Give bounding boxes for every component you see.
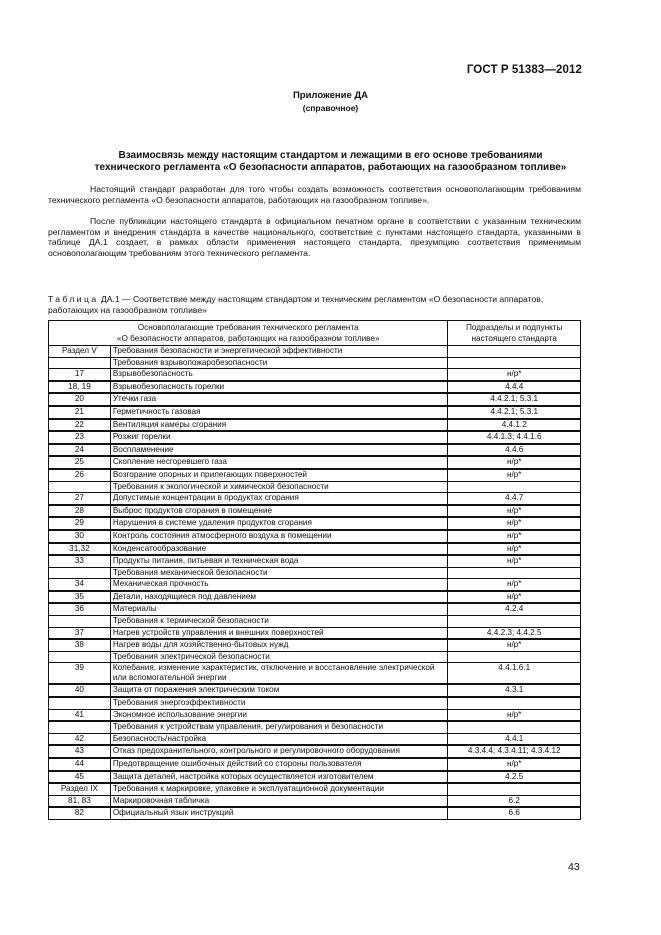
table-row — [49, 745, 581, 758]
table-row — [49, 369, 581, 381]
row-number-cell: 33 — [49, 555, 111, 567]
row-number-cell: Раздел V — [49, 346, 111, 358]
row-number-cell — [49, 567, 111, 579]
table-row — [49, 543, 581, 556]
row-requirement-cell: Розжиг горелки — [110, 431, 448, 444]
table-row — [49, 616, 581, 628]
row-clause-cell — [448, 357, 581, 369]
row-requirement-cell: Скопление несгоревшего газа — [110, 456, 448, 469]
table-row — [49, 709, 581, 721]
table-row — [49, 771, 581, 784]
table-row — [49, 684, 581, 697]
table-row — [49, 758, 581, 771]
row-number-cell: 28 — [49, 505, 111, 518]
row-number-cell — [49, 481, 111, 493]
paragraph-1: Настоящий стандарт разработан для того чтобы создать возможность соответствия основополагающим требованиям технического регламента «О безопасности аппаратов, работающих на газообразном топливе». — [48, 184, 581, 205]
table-row — [49, 530, 581, 543]
paragraph-2: После публикации настоящего стандарта в официальном печатном органе в соответствии с указанным техническим регламентом и внедрения стандарта в качестве национального, соответствие с пунктами настоящего стандарта, указанными в таблице ДА.1 создает, в рамках области применения настоящего стандарта, презумпцию соответствия применимым основополагающим требованиям этого технического регламента. — [48, 216, 581, 258]
row-number-cell: 30 — [49, 530, 111, 543]
table-row — [49, 795, 581, 807]
header-clauses — [448, 321, 581, 346]
header-clauses-line-1: Подразделы и подпункты — [466, 323, 563, 332]
row-requirement-cell: Нагрев воды для хозяйственно-бытовых нужд — [110, 639, 448, 651]
row-requirement-cell: Взрывобезопасность горелки — [110, 381, 448, 394]
row-requirement-cell: Колебания, изменение характеристик, отключение и восстановление электрической или вспомогательной энергии — [110, 663, 448, 685]
row-clause-cell — [448, 567, 581, 579]
table-row — [49, 517, 581, 530]
annex-subtitle: (справочное) — [302, 103, 359, 113]
row-clause-cell: н/р* — [448, 555, 581, 567]
row-clause-cell: н/р* — [448, 530, 581, 543]
row-clause-cell: н/р* — [448, 543, 581, 556]
table-row — [49, 469, 581, 481]
row-requirement-cell: Экономное использование энергии — [110, 709, 448, 721]
row-number-cell: 81, 83 — [49, 795, 111, 807]
row-number-cell: 18, 19 — [49, 381, 111, 394]
table-row — [49, 346, 581, 358]
row-number-cell: 42 — [49, 733, 111, 745]
row-clause-cell — [448, 616, 581, 628]
table-row — [49, 555, 581, 567]
row-clause-cell: н/р* — [448, 456, 581, 469]
row-requirement-cell: Требования к термической безопасности — [110, 616, 448, 628]
table-caption-text: ДА.1 — Соответствие между настоящим стандартом и техническим регламентом «О безопасности аппаратов, работающих на газообразном топливе» — [48, 294, 544, 315]
row-requirement-cell: Утечки газа — [110, 393, 448, 406]
table-row — [49, 567, 581, 579]
row-requirement-cell: Нарушения в системе удаления продуктов сгорания — [110, 517, 448, 530]
section-title-line-2: технического регламента «О безопасности аппаратов, работающих на газообразном топливе» — [94, 162, 567, 173]
row-clause-cell: н/р* — [448, 469, 581, 481]
table-row — [49, 381, 581, 394]
row-clause-cell: н/р* — [448, 517, 581, 530]
row-number-cell: 23 — [49, 431, 111, 444]
table-row — [49, 603, 581, 615]
row-clause-cell — [448, 697, 581, 709]
row-number-cell: 37 — [49, 627, 111, 639]
table-row — [49, 481, 581, 493]
row-clause-cell — [448, 346, 581, 358]
row-number-cell: 29 — [49, 517, 111, 530]
table-row — [49, 505, 581, 518]
row-number-cell: 17 — [49, 369, 111, 381]
row-clause-cell: н/р* — [448, 758, 581, 771]
row-clause-cell: н/р* — [448, 639, 581, 651]
row-clause-cell: 4.4.6 — [448, 444, 581, 457]
section-title-line-1: Взаимосвязь между настоящим стандартом и лежащими в его основе требованиями — [118, 150, 543, 161]
table-row — [49, 456, 581, 469]
row-requirement-cell: Взрывобезопасность — [110, 369, 448, 381]
row-requirement-cell: Требования взрывопожаробезопасности — [110, 357, 448, 369]
row-number-cell: 43 — [49, 745, 111, 758]
document-code: ГОСТ Р 51383—2012 — [466, 64, 582, 76]
row-clause-cell — [448, 783, 581, 795]
table-row — [49, 444, 581, 457]
row-requirement-cell: Требования энергоэффективности — [110, 697, 448, 709]
row-number-cell: 38 — [49, 639, 111, 651]
row-clause-cell: н/р* — [448, 591, 581, 604]
row-number-cell — [49, 721, 111, 733]
annex-heading — [0, 90, 661, 114]
row-clause-cell: н/р* — [448, 579, 581, 591]
table-row — [49, 393, 581, 406]
row-requirement-cell: Механическая прочность — [110, 579, 448, 591]
row-number-cell: 31,32 — [49, 543, 111, 556]
row-requirement-cell: Безопасность/настройка — [110, 733, 448, 745]
row-requirement-cell: Возгорание опорных и прилегающих поверхностей — [110, 469, 448, 481]
page-number: 43 — [568, 861, 580, 873]
row-number-cell: Раздел IX — [49, 783, 111, 795]
table-caption — [48, 294, 581, 315]
row-requirement-cell: Требования механической безопасности — [110, 567, 448, 579]
row-number-cell: 41 — [49, 709, 111, 721]
row-requirement-cell: Требования безопасности и энергетической эффективности — [110, 346, 448, 358]
row-requirement-cell: Конденсатообразование — [110, 543, 448, 556]
row-requirement-cell: Детали, находящиеся под давлением — [110, 591, 448, 604]
row-requirement-cell: Требования электрической безопасности — [110, 651, 448, 663]
row-requirement-cell: Продукты питания, питьевая и техническая вода — [110, 555, 448, 567]
row-requirement-cell: Защита деталей, настройка которых осуществляется изготовителем — [110, 771, 448, 784]
row-number-cell — [49, 357, 111, 369]
table-row — [49, 493, 581, 505]
row-number-cell: 44 — [49, 758, 111, 771]
table-row — [49, 783, 581, 795]
table-row — [49, 627, 581, 639]
row-clause-cell: 6.2 — [448, 795, 581, 807]
table-row — [49, 639, 581, 651]
row-clause-cell: 4.4.2.1; 5.3.1 — [448, 406, 581, 419]
row-clause-cell: 4.4.4 — [448, 381, 581, 394]
row-number-cell — [49, 651, 111, 663]
row-number-cell: 21 — [49, 406, 111, 419]
row-clause-cell: 6.6 — [448, 807, 581, 819]
table-body — [49, 346, 581, 820]
header-requirements — [49, 321, 448, 346]
row-requirement-cell: Защита от поражения электрическим током — [110, 684, 448, 697]
row-requirement-cell: Требования к экологической и химической безопасности — [110, 481, 448, 493]
row-requirement-cell: Выброс продуктов сгорания в помещение — [110, 505, 448, 518]
row-requirement-cell: Герметичность газовая — [110, 406, 448, 419]
table-row — [49, 807, 581, 819]
header-clauses-line-2: настоящего стандарта — [471, 334, 557, 343]
table-row — [49, 431, 581, 444]
row-clause-cell: 4.4.2.1; 5.3.1 — [448, 393, 581, 406]
row-clause-cell: 4.2.4 — [448, 603, 581, 615]
header-requirements-line-1: Основополагающие требования технического регламента — [137, 323, 359, 332]
row-clause-cell: 4.4.1 — [448, 733, 581, 745]
row-requirement-cell: Предотвращение ошибочных действий со стороны пользователя — [110, 758, 448, 771]
table-row — [49, 591, 581, 604]
row-requirement-cell: Официальный язык инструкций — [110, 807, 448, 819]
row-number-cell: 35 — [49, 591, 111, 604]
row-clause-cell — [448, 481, 581, 493]
row-clause-cell: 4.2.5 — [448, 771, 581, 784]
row-clause-cell: 4.4.7 — [448, 493, 581, 505]
requirements-table — [48, 320, 581, 820]
row-requirement-cell: Требования к устройствам управления, регулирования и безопасности — [110, 721, 448, 733]
row-number-cell: 20 — [49, 393, 111, 406]
row-requirement-cell: Отказ предохранительного, контрольного и регулировочного оборудования — [110, 745, 448, 758]
row-number-cell: 82 — [49, 807, 111, 819]
row-number-cell: 36 — [49, 603, 111, 615]
row-requirement-cell: Нагрев устройств управления и внешних поверхностей — [110, 627, 448, 639]
row-number-cell: 45 — [49, 771, 111, 784]
table-header-row — [49, 321, 581, 346]
row-clause-cell: 4.3.1 — [448, 684, 581, 697]
row-clause-cell: н/р* — [448, 709, 581, 721]
row-requirement-cell: Вентиляция камеры сгорания — [110, 419, 448, 432]
row-number-cell: 40 — [49, 684, 111, 697]
row-requirement-cell: Маркировочная табличка — [110, 795, 448, 807]
table-row — [49, 651, 581, 663]
row-clause-cell: 4.4.1.2 — [448, 419, 581, 432]
table-row — [49, 357, 581, 369]
row-number-cell: 25 — [49, 456, 111, 469]
row-clause-cell: 4.4.1.6.1 — [448, 663, 581, 685]
row-number-cell: 27 — [49, 493, 111, 505]
row-requirement-cell: Воспламенение — [110, 444, 448, 457]
annex-title: Приложение ДА — [292, 90, 369, 101]
row-clause-cell — [448, 651, 581, 663]
header-requirements-line-2: «О безопасности аппаратов, работающих на газообразном топливе» — [116, 334, 380, 343]
table-row — [49, 406, 581, 419]
table-row — [49, 697, 581, 709]
row-number-cell: 39 — [49, 663, 111, 685]
row-requirement-cell: Допустимые концентрации в продуктах сгорания — [110, 493, 448, 505]
table-row — [49, 721, 581, 733]
row-requirement-cell: Контроль состояния атмосферного воздуха в помещении — [110, 530, 448, 543]
row-number-cell — [49, 616, 111, 628]
row-requirement-cell: Требования к маркировке, упаковке и эксплуатационной документации — [110, 783, 448, 795]
row-number-cell: 22 — [49, 419, 111, 432]
row-clause-cell — [448, 721, 581, 733]
row-number-cell: 24 — [49, 444, 111, 457]
row-requirement-cell: Материалы — [110, 603, 448, 615]
row-number-cell: 34 — [49, 579, 111, 591]
table-row — [49, 419, 581, 432]
row-clause-cell: 4.4.1.3; 4.4.1.6 — [448, 431, 581, 444]
row-number-cell: 26 — [49, 469, 111, 481]
row-clause-cell: 4.3.4.4; 4.3.4.11; 4.3.4.12 — [448, 745, 581, 758]
table-row — [49, 579, 581, 591]
row-clause-cell: 4.4.2.3; 4.4.2.5 — [448, 627, 581, 639]
table-caption-label: Таблица — [48, 294, 99, 304]
table-row — [49, 663, 581, 685]
section-title — [60, 150, 601, 174]
table-row — [49, 733, 581, 745]
row-clause-cell: н/р* — [448, 369, 581, 381]
row-number-cell — [49, 697, 111, 709]
row-clause-cell: н/р* — [448, 505, 581, 518]
